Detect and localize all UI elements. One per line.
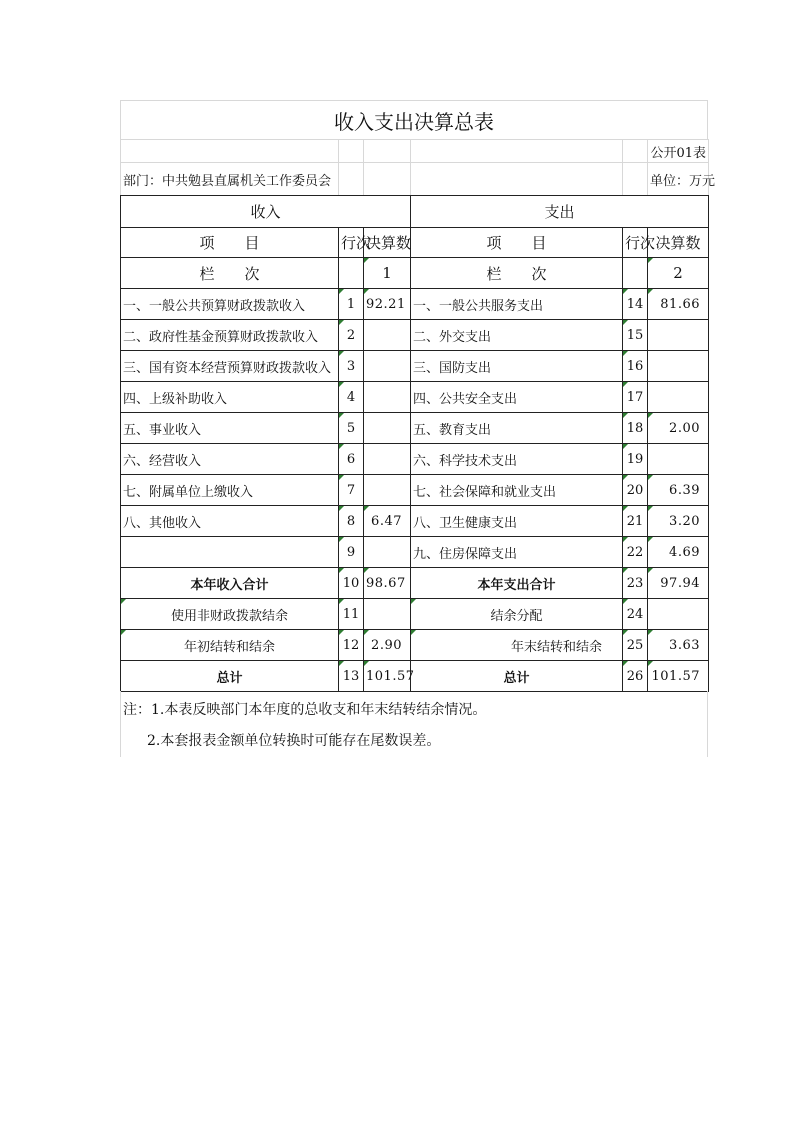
- income-item: 一、一般公共预算财政拨款收入: [121, 289, 339, 320]
- expense-item: 结余分配: [411, 599, 623, 630]
- table-row: [121, 320, 709, 351]
- income-lanci-label: 栏 次: [121, 258, 339, 289]
- form-code: 公开01表: [648, 140, 709, 163]
- expense-amount: [648, 444, 709, 475]
- income-line-no: 1: [339, 289, 364, 320]
- expense-line-no: 23: [623, 568, 648, 599]
- expense-amount: [648, 599, 709, 630]
- income-line-no: 11: [339, 599, 364, 630]
- column-header-row: [121, 228, 709, 258]
- expense-item: 八、卫生健康支出: [411, 506, 623, 537]
- expense-item: 六、科学技术支出: [411, 444, 623, 475]
- expense-line-no: 15: [623, 320, 648, 351]
- income-amount: [364, 599, 411, 630]
- income-line-no: 4: [339, 382, 364, 413]
- income-amount: [364, 320, 411, 351]
- expense-grand-total-label: 总计: [411, 661, 623, 692]
- income-item: 三、国有资本经营预算财政拨款收入: [121, 351, 339, 382]
- expense-grand-total-amount: 101.57: [648, 661, 709, 692]
- expense-line-no: 26: [623, 661, 648, 692]
- income-line-no: 13: [339, 661, 364, 692]
- expense-lanci-label: 栏 次: [411, 258, 623, 289]
- expense-amount-header: 决算数: [648, 228, 709, 258]
- income-amount: [364, 351, 411, 382]
- income-total-label: 本年收入合计: [121, 568, 339, 599]
- income-amount: [364, 444, 411, 475]
- income-item: 四、上级补助收入: [121, 382, 339, 413]
- expense-item: 九、住房保障支出: [411, 537, 623, 568]
- grand-total-row: [121, 661, 709, 692]
- income-item: 使用非财政拨款结余: [121, 599, 339, 630]
- table-row: [121, 444, 709, 475]
- income-amount: 92.21: [364, 289, 411, 320]
- income-line-no: 12: [339, 630, 364, 661]
- income-line-no: 10: [339, 568, 364, 599]
- section-header-row: [121, 196, 709, 228]
- expense-line-no: 16: [623, 351, 648, 382]
- expense-amount: [648, 320, 709, 351]
- income-amount: [364, 413, 411, 444]
- note-1: 注：1.本表反映部门本年度的总收支和年末结转结余情况。: [123, 702, 487, 718]
- income-item-header: 项 目: [121, 228, 339, 258]
- expense-line-no: 14: [623, 289, 648, 320]
- expense-line-no: 24: [623, 599, 648, 630]
- income-item: 年初结转和结余: [121, 630, 339, 661]
- expense-item: 五、教育支出: [411, 413, 623, 444]
- income-total-amount: 98.67: [364, 568, 411, 599]
- income-amount-header: 决算数: [364, 228, 411, 258]
- expense-amount: 4.69: [648, 537, 709, 568]
- income-header: 收入: [121, 196, 411, 228]
- income-line-no: 2: [339, 320, 364, 351]
- lanci-row: [121, 258, 709, 289]
- table-row: [121, 630, 709, 661]
- department-label: 部门：中共勉县直属机关工作委员会: [121, 163, 339, 196]
- expense-line-no: 21: [623, 506, 648, 537]
- income-item: [121, 537, 339, 568]
- table-row: [121, 599, 709, 630]
- notes-section: [120, 691, 708, 757]
- income-line-no: 6: [339, 444, 364, 475]
- expense-amount: 2.00: [648, 413, 709, 444]
- expense-total-label: 本年支出合计: [411, 568, 623, 599]
- income-col-number: 1: [364, 258, 411, 289]
- table-row: [121, 413, 709, 444]
- table-row: [121, 537, 709, 568]
- expense-line-no: 22: [623, 537, 648, 568]
- income-item: 六、经营收入: [121, 444, 339, 475]
- expense-amount: 6.39: [648, 475, 709, 506]
- income-line-no: 9: [339, 537, 364, 568]
- income-line-no: 5: [339, 413, 364, 444]
- income-amount: [364, 537, 411, 568]
- income-amount: 2.90: [364, 630, 411, 661]
- income-line-no: 8: [339, 506, 364, 537]
- income-grand-total-amount: 101.57: [364, 661, 411, 692]
- income-amount: [364, 382, 411, 413]
- table-row: [121, 289, 709, 320]
- subtotal-row: [121, 568, 709, 599]
- expense-item: 年末结转和结余: [411, 630, 623, 661]
- expense-header: 支出: [411, 196, 709, 228]
- table-row: [121, 475, 709, 506]
- table-row: [121, 506, 709, 537]
- expense-amount: [648, 351, 709, 382]
- income-expense-table: [120, 195, 709, 692]
- table-row: [121, 382, 709, 413]
- table-row: [121, 351, 709, 382]
- expense-item: 四、公共安全支出: [411, 382, 623, 413]
- expense-amount: 81.66: [648, 289, 709, 320]
- note-2: 2.本套报表金额单位转换时可能存在尾数误差。: [147, 733, 441, 749]
- expense-line-no: 17: [623, 382, 648, 413]
- unit-label: 单位：万元: [648, 163, 709, 196]
- income-line-no: 7: [339, 475, 364, 506]
- report-meta-table: [120, 139, 716, 196]
- expense-item: 三、国防支出: [411, 351, 623, 382]
- income-item: 五、事业收入: [121, 413, 339, 444]
- income-item: 八、其他收入: [121, 506, 339, 537]
- expense-item: 一、一般公共服务支出: [411, 289, 623, 320]
- income-item: 七、附属单位上缴收入: [121, 475, 339, 506]
- expense-amount: [648, 382, 709, 413]
- expense-line-header: 行次: [623, 228, 648, 258]
- expense-amount: 3.63: [648, 630, 709, 661]
- expense-total-amount: 97.94: [648, 568, 709, 599]
- expense-item: 二、外交支出: [411, 320, 623, 351]
- report-sheet: [120, 100, 716, 757]
- income-grand-total-label: 总计: [121, 661, 339, 692]
- report-title: 收入支出决算总表: [120, 100, 708, 139]
- expense-line-no: 19: [623, 444, 648, 475]
- expense-line-no: 25: [623, 630, 648, 661]
- income-amount: 6.47: [364, 506, 411, 537]
- expense-amount: 3.20: [648, 506, 709, 537]
- expense-item: 七、社会保障和就业支出: [411, 475, 623, 506]
- expense-item-header: 项 目: [411, 228, 623, 258]
- expense-line-no: 20: [623, 475, 648, 506]
- expense-col-number: 2: [648, 258, 709, 289]
- income-line-header: 行次: [339, 228, 364, 258]
- income-line-no: 3: [339, 351, 364, 382]
- income-amount: [364, 475, 411, 506]
- income-item: 二、政府性基金预算财政拨款收入: [121, 320, 339, 351]
- expense-line-no: 18: [623, 413, 648, 444]
